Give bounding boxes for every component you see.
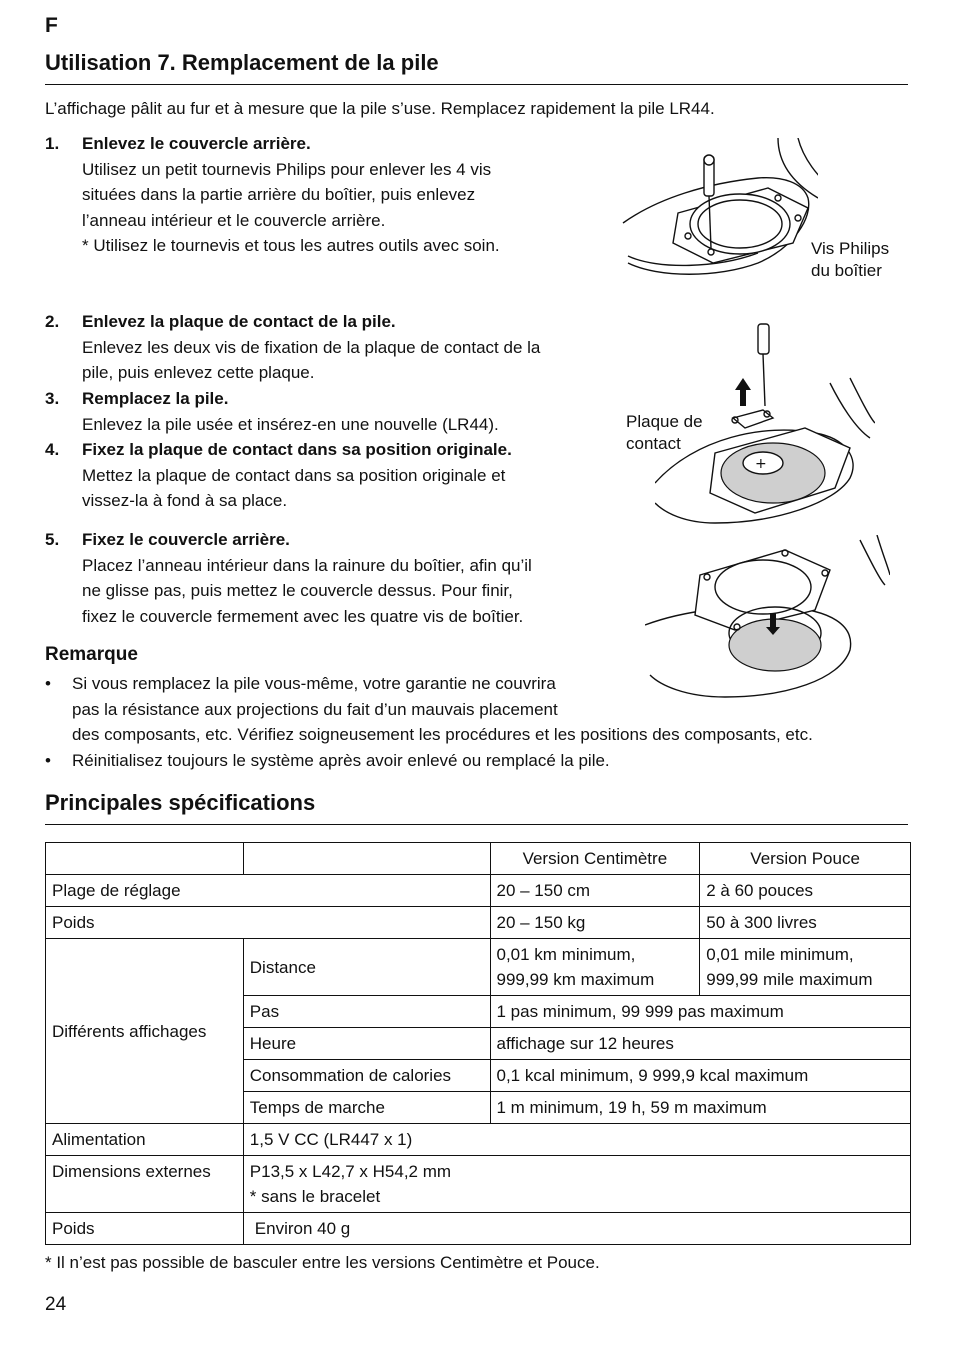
table-row — [46, 939, 911, 996]
step-3-line: Enlevez la pile usée et insérez-en une nouvelle (LR44). — [82, 414, 499, 434]
step-3-title: Remplacez la pile. — [82, 389, 229, 408]
row-label: Plage de réglage — [46, 875, 491, 907]
sub-label: Pas — [243, 996, 490, 1028]
table-header-cell — [243, 843, 490, 875]
figure-1-caption-line: du boîtier — [811, 260, 882, 280]
cell-inch: 50 à 300 livres — [700, 907, 911, 939]
figure-2-caption-line: contact — [626, 433, 681, 453]
note-bullet-1-line: Si vous remplacez la pile vous-même, votre garantie ne couvrira — [72, 674, 556, 693]
step-4-title: Fixez la plaque de contact dans sa position originale. — [82, 440, 512, 459]
back-cover-illustration — [618, 138, 818, 288]
bullet-marker: • — [45, 674, 51, 693]
cell-cm: 20 – 150 kg — [490, 907, 700, 939]
cell-line: * sans le bracelet — [249, 1187, 381, 1206]
step-5-line: Placez l’anneau intérieur dans la rainure du boîtier, afin qu’il — [82, 555, 532, 575]
step-1-line: l’anneau intérieur et le couvercle arrière. — [82, 210, 386, 230]
sub-label: Temps de marche — [243, 1092, 490, 1124]
note-bullet-1-wrap: des composants, etc. Vérifiez soigneusement les procédures et les positions des composants, etc. — [72, 725, 813, 744]
step-1-line: situées dans la partie arrière du boîtier, puis enlevez — [82, 185, 476, 204]
cell-value: 0,1 kcal minimum, 9 999,9 kcal maximum — [490, 1060, 911, 1092]
step-5 — [45, 527, 532, 629]
row-label: Alimentation — [46, 1124, 244, 1156]
specs-heading: Principales spécifications — [45, 790, 316, 815]
cell-value: 1 m minimum, 19 h, 59 m maximum — [490, 1092, 911, 1124]
cell-value: 1 pas minimum, 99 999 pas maximum — [490, 996, 911, 1028]
cell-line: 999,99 km maximum — [496, 970, 655, 989]
figure-2-caption — [626, 411, 703, 454]
title-divider — [45, 84, 908, 85]
table-header-cell — [46, 843, 244, 875]
figure-1-caption — [811, 238, 889, 281]
cell-cm — [490, 939, 700, 996]
cell-cm: 20 – 150 cm — [490, 875, 700, 907]
row-label: Poids — [46, 1213, 244, 1245]
intro-text: L’affichage pâlit au fur et à mesure que la pile s’use. Remplacez rapidement la pile LR44. — [45, 99, 715, 118]
step-4-number: 4. — [45, 440, 60, 459]
language-marker: F — [45, 14, 58, 37]
step-3-number: 3. — [45, 389, 60, 408]
cell-line: P13,5 x L42,7 x H54,2 mm — [249, 1162, 452, 1181]
step-5-number: 5. — [45, 530, 60, 549]
step-2-number: 2. — [45, 312, 60, 331]
cell-value: Environ 40 g — [243, 1213, 910, 1245]
step-2 — [45, 309, 540, 386]
step-5-line: ne glisse pas, puis mettez le couvercle dessus. Pour finir, — [82, 581, 513, 600]
row-label: Dimensions externes — [46, 1156, 244, 1213]
specs-footnote: * Il n’est pas possible de basculer entre les versions Centimètre et Pouce. — [45, 1253, 600, 1272]
bullet-marker: • — [45, 751, 51, 770]
step-5-line: fixez le couvercle fermement avec les quatre vis de boîtier. — [82, 606, 524, 626]
note-heading: Remarque — [45, 644, 138, 665]
table-row — [46, 1213, 911, 1245]
cell-line: 0,01 mile minimum, — [706, 945, 854, 964]
table-header-row — [46, 843, 911, 875]
figure-1-caption-line: Vis Philips — [811, 239, 890, 258]
page-number: 24 — [45, 1294, 67, 1315]
sub-label: Distance — [243, 939, 490, 996]
table-header-cm: Version Centimètre — [490, 843, 700, 875]
row-label: Poids — [46, 907, 491, 939]
page-title: Utilisation 7. Remplacement de la pile — [45, 50, 439, 75]
table-row — [46, 1124, 911, 1156]
specs-divider — [45, 824, 908, 825]
note-bullet-2 — [45, 748, 610, 774]
step-1 — [45, 131, 500, 259]
cell-inch — [700, 939, 911, 996]
step-2-title: Enlevez la plaque de contact de la pile. — [82, 312, 396, 331]
table-row — [46, 1156, 911, 1213]
table-row — [46, 907, 911, 939]
note-bullet-1 — [45, 671, 558, 722]
step-2-line: pile, puis enlevez cette plaque. — [82, 363, 315, 382]
step-5-title: Fixez le couvercle arrière. — [82, 530, 290, 549]
step-1-title: Enlevez le couvercle arrière. — [82, 134, 311, 153]
step-2-line: Enlevez les deux vis de fixation de la plaque de contact de la — [82, 337, 541, 357]
step-4-line: vissez-la à fond à sa place. — [82, 491, 288, 510]
note-bullet-1-line: pas la résistance aux projections du fait d’un mauvais placement — [72, 699, 558, 719]
svg-text:+: + — [755, 456, 767, 472]
cell-line: 999,99 mile maximum — [706, 970, 873, 989]
cell-value: 1,5 V CC (LR447 x 1) — [243, 1124, 910, 1156]
note-bullet-2-line: Réinitialisez toujours le système après avoir enlevé ou remplacé la pile. — [72, 751, 610, 770]
step-4 — [45, 437, 512, 514]
cell-inch: 2 à 60 pouces — [700, 875, 911, 907]
table-row — [46, 875, 911, 907]
specs-table — [45, 842, 911, 1245]
step-1-line: Utilisez un petit tournevis Philips pour enlever les 4 vis — [82, 159, 492, 179]
step-3 — [45, 386, 499, 437]
cell-value — [243, 1156, 910, 1213]
refit-cover-illustration — [645, 535, 890, 700]
table-header-inch: Version Pouce — [700, 843, 911, 875]
sub-label: Consommation de calories — [243, 1060, 490, 1092]
row-label: Différents affichages — [46, 939, 244, 1124]
cell-value: affichage sur 12 heures — [490, 1028, 911, 1060]
step-1-caution: * Utilisez le tournevis et tous les autres outils avec soin. — [82, 236, 500, 255]
figure-2-caption-line: Plaque de — [626, 412, 703, 431]
cell-line: 0,01 km minimum, — [496, 945, 636, 964]
step-4-line: Mettez la plaque de contact dans sa position originale et — [82, 465, 506, 485]
sub-label: Heure — [243, 1028, 490, 1060]
step-1-number: 1. — [45, 134, 60, 153]
